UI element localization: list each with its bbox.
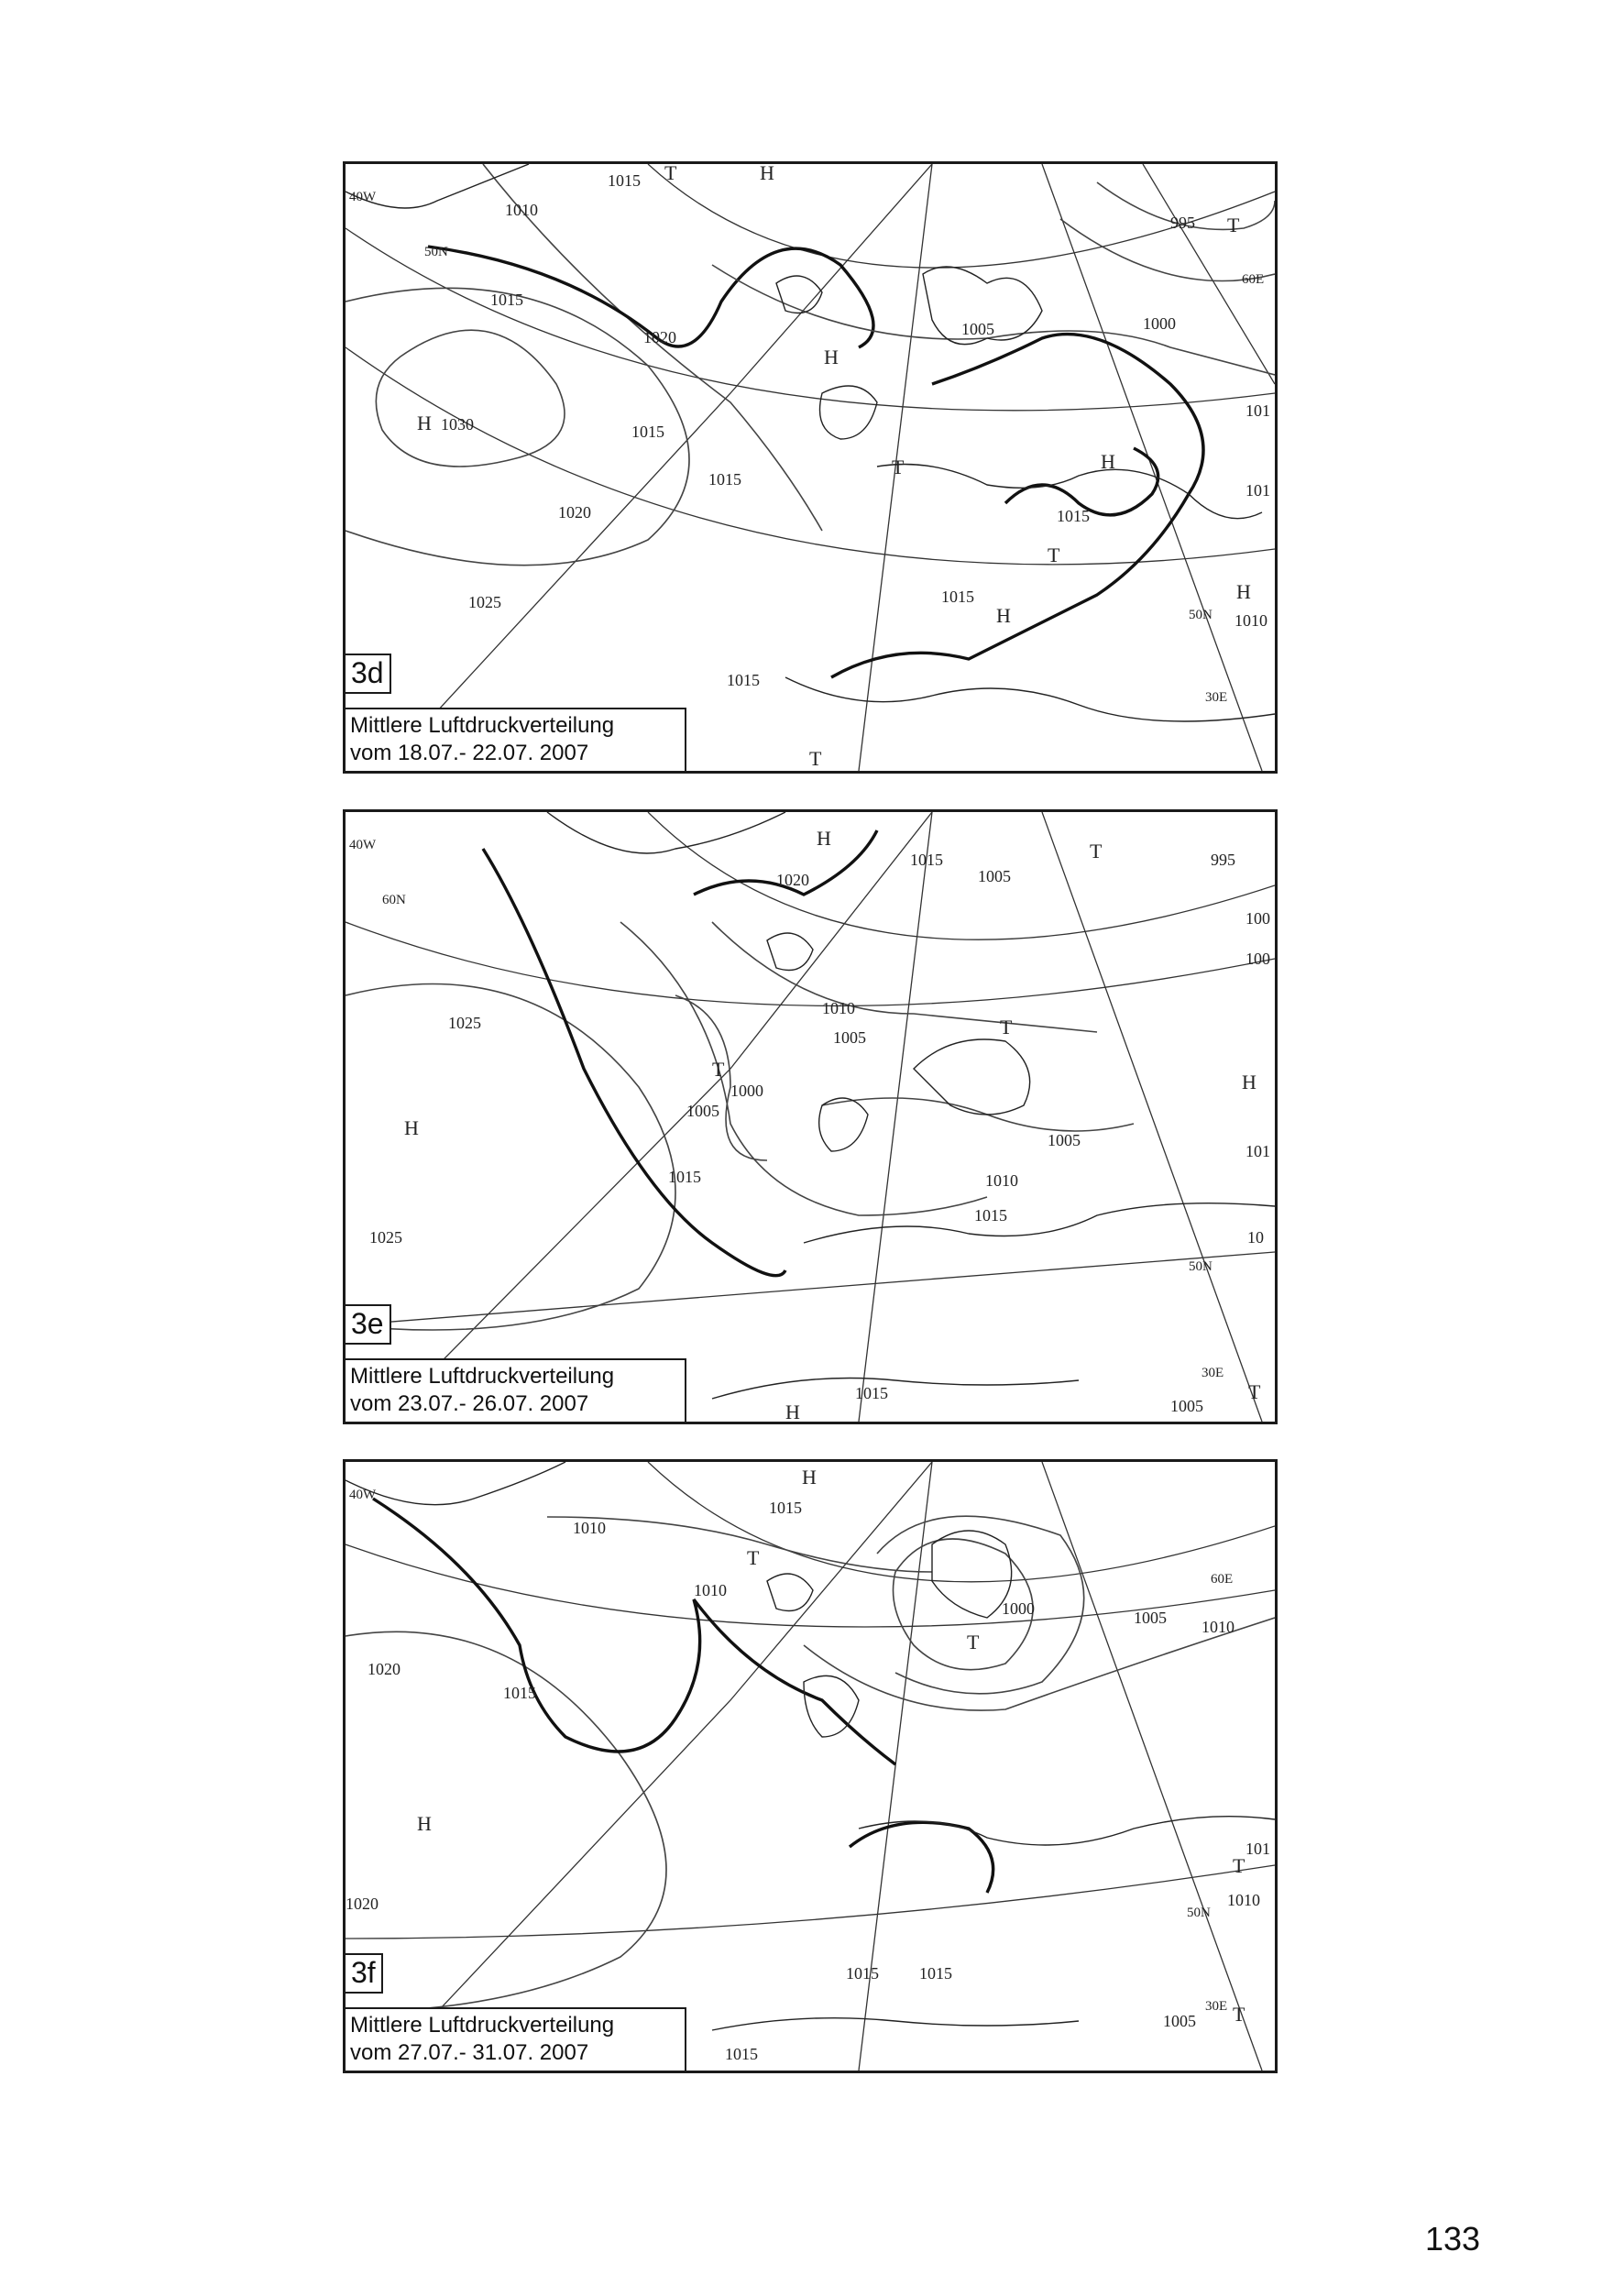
isobar-label: 100 xyxy=(1245,909,1270,928)
map-caption xyxy=(346,2007,686,2071)
isobar-label: 1010 xyxy=(1227,1891,1260,1909)
isobar-label: 1005 xyxy=(1170,1397,1203,1415)
isobar-label: 1015 xyxy=(846,1964,879,1983)
grid-label: 50N xyxy=(1187,1906,1211,1920)
coastline-scandinavia xyxy=(914,1039,1030,1115)
grid-label: 40W xyxy=(349,190,377,204)
coastline-iceland xyxy=(767,933,813,971)
isobar-1015-bold-east xyxy=(850,1822,993,1893)
coastline-africa xyxy=(785,677,1275,721)
caption-title: Mittlere Luftdruckverteilung xyxy=(350,713,615,738)
isobar-1025 xyxy=(346,984,675,1331)
low-center: T xyxy=(747,1546,760,1569)
grid-label: 30E xyxy=(1202,1366,1224,1380)
isobar-label: 1020 xyxy=(558,503,591,522)
longitude-line xyxy=(859,812,932,1422)
longitude-line xyxy=(1042,164,1265,771)
latitude-line xyxy=(346,922,1275,1005)
isobar-label: 1015 xyxy=(855,1384,888,1402)
grid-label: 50N xyxy=(424,245,448,259)
caption-date-range: vom 27.07.- 31.07. 2007 xyxy=(350,2040,589,2065)
caption-title: Mittlere Luftdruckverteilung xyxy=(350,2013,615,2038)
caption-date-range: vom 18.07.- 22.07. 2007 xyxy=(350,741,589,765)
high-center: H xyxy=(802,1466,817,1489)
isobar-label: 1025 xyxy=(448,1014,481,1032)
isobar-1015-bold xyxy=(373,1499,895,1764)
isobar-label: 1015 xyxy=(490,291,523,309)
isobar-label: 1000 xyxy=(1143,314,1176,333)
high-center: H xyxy=(1236,580,1251,603)
isobar-1015-bold xyxy=(483,849,785,1276)
isobar-label: 1015 xyxy=(941,588,974,606)
isobar-label: 1015 xyxy=(1057,507,1090,525)
isobar-1030 xyxy=(376,330,565,467)
isobar-label: 101 xyxy=(1245,401,1270,420)
high-center: H xyxy=(785,1401,800,1422)
isobar-label: 1000 xyxy=(730,1082,763,1100)
grid-label: 60E xyxy=(1242,272,1265,287)
latitude-line xyxy=(346,1252,1275,1325)
grid-label: 50N xyxy=(1189,608,1213,622)
isobar-label: 1015 xyxy=(668,1168,701,1186)
isobar-label: 1010 xyxy=(1234,611,1267,630)
longitude-line xyxy=(382,164,932,771)
high-center: H xyxy=(417,412,432,434)
coastline-iceland xyxy=(767,1574,813,1611)
low-center: T xyxy=(712,1058,725,1081)
longitude-line xyxy=(1042,812,1262,1422)
isobar-label: 1010 xyxy=(822,999,855,1017)
high-center: H xyxy=(404,1116,419,1139)
high-center: H xyxy=(1101,450,1115,473)
isobar-label: 1005 xyxy=(978,867,1011,885)
low-center: T xyxy=(1090,840,1103,862)
isobar-label: 995 xyxy=(1211,851,1235,869)
grid-label: 50N xyxy=(1189,1259,1213,1274)
isobar-label: 101 xyxy=(1245,481,1270,500)
isobar-label: 1010 xyxy=(573,1519,606,1537)
caption-title: Mittlere Luftdruckverteilung xyxy=(350,1364,615,1389)
grid-label: 40W xyxy=(349,838,377,852)
weather-map-3e xyxy=(343,809,1278,1424)
isobar-label: 1005 xyxy=(1134,1609,1167,1627)
coastline-greenland xyxy=(346,1462,565,1505)
isobar-label: 1015 xyxy=(769,1499,802,1517)
isobar-label: 1015 xyxy=(631,423,664,441)
low-center: T xyxy=(809,747,822,770)
low-center: T xyxy=(967,1631,980,1653)
high-center: H xyxy=(1242,1071,1256,1093)
low-center: T xyxy=(1227,214,1240,236)
low-center: T xyxy=(664,164,677,184)
latitude-line xyxy=(346,347,1275,565)
isobar-label: 1015 xyxy=(708,470,741,489)
isobar-label: 101 xyxy=(1245,1142,1270,1160)
isobar-label: 1020 xyxy=(643,328,676,346)
isobar-label: 1020 xyxy=(368,1660,401,1678)
high-center: H xyxy=(760,164,774,184)
isobar-label: 1025 xyxy=(468,593,501,611)
grid-label: 30E xyxy=(1205,1999,1228,2014)
coastline-scandinavia xyxy=(932,1531,1012,1618)
grid-label: 60N xyxy=(382,893,406,907)
map-caption xyxy=(346,708,686,771)
longitude-line xyxy=(1042,1462,1262,2071)
low-center: T xyxy=(1000,1016,1013,1038)
high-center: H xyxy=(817,827,831,850)
isobar-label: 1020 xyxy=(776,871,809,889)
map-caption xyxy=(346,1358,686,1422)
isobar-label: 1005 xyxy=(1048,1131,1081,1149)
isobar-label: 1000 xyxy=(1002,1599,1035,1618)
panel-id-label: 3e xyxy=(346,1304,391,1345)
isobar-map-3e xyxy=(346,812,1275,1422)
low-center: T xyxy=(1233,1854,1245,1877)
weather-map-3d xyxy=(343,161,1278,774)
isobar-label: 1015 xyxy=(727,671,760,689)
isobar-label: 1015 xyxy=(725,2045,758,2063)
isobar-1015-bold-south xyxy=(831,335,1203,677)
isobar-label: 1010 xyxy=(1202,1618,1234,1636)
caption-date-range: vom 23.07.- 26.07. 2007 xyxy=(350,1391,589,1416)
isobar-label: 1005 xyxy=(686,1102,719,1120)
page-number: 133 xyxy=(1425,2220,1481,2258)
high-center: H xyxy=(824,346,839,368)
coastline-greenland xyxy=(547,812,785,853)
coastline-africa xyxy=(712,1379,1079,1400)
isobar-map-3f xyxy=(346,1462,1275,2071)
weather-map-3f xyxy=(343,1459,1278,2073)
latitude-line xyxy=(346,1865,1275,1939)
low-center: T xyxy=(1233,2003,1245,2026)
isobar-label: 10 xyxy=(1247,1228,1264,1247)
isobar-label: 1025 xyxy=(369,1228,402,1247)
low-center: T xyxy=(1048,544,1060,566)
grid-label: 30E xyxy=(1205,690,1228,705)
latitude-line xyxy=(648,1462,1275,1582)
low-center: T xyxy=(1248,1380,1261,1403)
isobar-label: 1020 xyxy=(346,1895,379,1913)
high-center: H xyxy=(996,604,1011,627)
panel-id-label: 3f xyxy=(346,1953,383,1994)
grid-label: 40W xyxy=(349,1488,377,1502)
isobar-label: 1015 xyxy=(910,851,943,869)
high-center: H xyxy=(417,1812,432,1835)
isobar-label: 1010 xyxy=(694,1581,727,1599)
isobar-label: 100 xyxy=(1245,950,1270,968)
panel-id-label: 3d xyxy=(346,654,391,694)
isobar-label: 1005 xyxy=(833,1028,866,1047)
isobar-1015-bold-east xyxy=(1005,448,1158,515)
low-center: T xyxy=(892,456,905,478)
isobar-label: 995 xyxy=(1170,214,1195,232)
coastline-iceland xyxy=(776,276,822,313)
isobar-label: 1005 xyxy=(961,320,994,338)
isobar-label: 1015 xyxy=(503,1684,536,1702)
isobar-label: 1015 xyxy=(974,1206,1007,1225)
isobar-label: 1015 xyxy=(608,171,641,190)
coastline-africa xyxy=(712,2018,1079,2030)
isobar-label: 101 xyxy=(1245,1840,1270,1858)
longitude-line xyxy=(382,812,932,1422)
isobar-label: 1005 xyxy=(1163,2012,1196,2030)
grid-label: 60E xyxy=(1211,1572,1234,1587)
coastline-british-isles xyxy=(820,386,878,439)
coastline-europe xyxy=(804,1203,1275,1243)
coastline-europe xyxy=(859,1817,1275,1845)
isobar-map-3d xyxy=(346,164,1275,771)
coastline-british-isles xyxy=(819,1098,868,1151)
isobar-label: 1010 xyxy=(505,201,538,219)
isobar-label: 1015 xyxy=(919,1964,952,1983)
isobar-label: 1030 xyxy=(441,415,474,434)
isobar-label: 1010 xyxy=(985,1171,1018,1190)
